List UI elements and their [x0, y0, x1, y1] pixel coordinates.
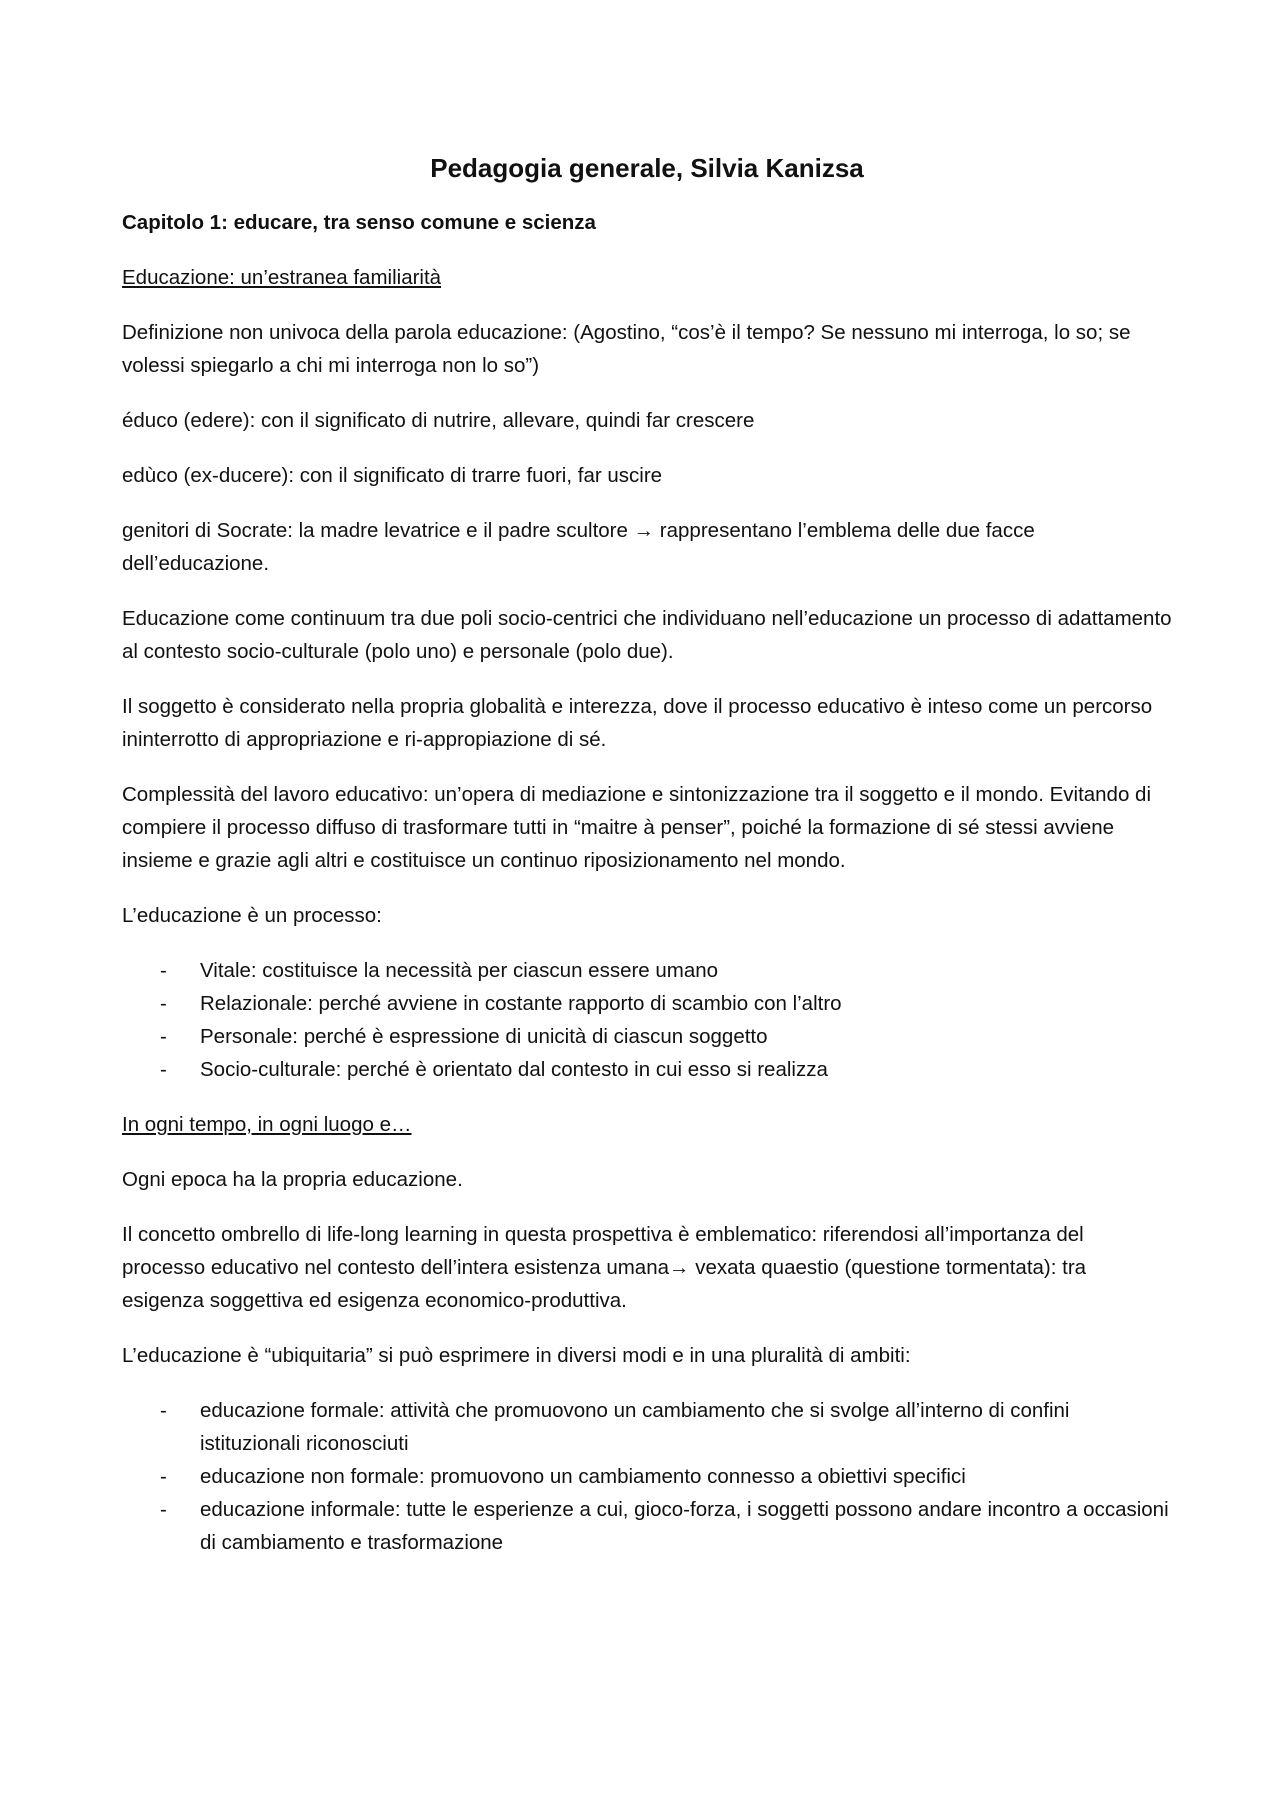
list-item — [122, 1020, 1172, 1053]
list-processo — [122, 954, 1172, 1086]
list-item-text: educazione formale: attività che promuovono un cambiamento che si svolge all’interno di confini istituzionali riconosciuti — [200, 1399, 1070, 1455]
list-item-text: Vitale: costituisce la necessità per ciascun essere umano — [200, 959, 719, 982]
list-item — [122, 1460, 1172, 1493]
paragraph-definizione: Definizione non univoca della parola educazione: (Agostino, “cos’è il tempo? Se nessuno mi interroga, lo so; se volessi spiegarlo a chi mi interroga non lo so”) — [122, 321, 1131, 377]
list-item-text: Socio-culturale: perché è orientato dal contesto in cui esso si realizza — [200, 1058, 828, 1081]
list-dash: - — [160, 992, 167, 1015]
paragraph-ogni-epoca: Ogni epoca ha la propria educazione. — [122, 1168, 463, 1191]
list-item-text: educazione informale: tutte le esperienze a cui, gioco-forza, i soggetti possono andare incontro a occasioni di cambiamento e trasformazione — [200, 1498, 1169, 1554]
paragraph-life-long-learning: Il concetto ombrello di life-long learning in questa prospettiva è emblematico: riferendosi all’importanza del processo educativo nel contesto dell’intera esistenza umana→ vexata quaestio (questione tormentata): tra esigenza soggettiva ed esigenza economico-produttiva. — [122, 1223, 1087, 1312]
list-dash: - — [160, 1465, 167, 1488]
paragraph-educo-exducere: edùco (ex-ducere): con il significato di trarre fuori, far uscire — [122, 464, 663, 487]
section-heading-educazione: Educazione: un’estranea familiarità — [122, 266, 442, 289]
list-dash: - — [160, 1058, 167, 1081]
list-item-text: Relazionale: perché avviene in costante rapporto di scambio con l’altro — [200, 992, 842, 1015]
list-dash: - — [160, 1498, 167, 1521]
list-item — [122, 954, 1172, 987]
paragraph-socrate: genitori di Socrate: la madre levatrice e il padre scultore → rappresentano l’emblema delle due facce dell’educazione. — [122, 519, 1035, 575]
list-item — [122, 1493, 1172, 1559]
paragraph-soggetto: Il soggetto è considerato nella propria globalità e interezza, dove il processo educativo è inteso come un percorso ininterrotto di appropriazione e ri-appropiazione di sé. — [122, 695, 1153, 751]
list-item — [122, 1394, 1172, 1460]
list-dash: - — [160, 959, 167, 982]
chapter-heading: Capitolo 1: educare, tra senso comune e scienza — [122, 211, 596, 234]
list-item-text: educazione non formale: promuovono un cambiamento connesso a obiettivi specifici — [200, 1465, 966, 1488]
section-heading-ogni-tempo: In ogni tempo, in ogni luogo e… — [122, 1113, 412, 1136]
document-page — [122, 150, 1172, 1581]
paragraph-continuum: Educazione come continuum tra due poli socio-centrici che individuano nell’educazione un processo di adattamento al contesto socio-culturale (polo uno) e personale (polo due). — [122, 607, 1172, 663]
list-item — [122, 1053, 1172, 1086]
list-ambiti — [122, 1394, 1172, 1559]
list-dash: - — [160, 1025, 167, 1048]
list-item — [122, 987, 1172, 1020]
paragraph-complessita: Complessità del lavoro educativo: un’opera di mediazione e sintonizzazione tra il soggetto e il mondo. Evitando di compiere il processo diffuso di trasformare tutti in “maitre à penser”, poiché la formazione di sé stessi avviene insieme e grazie agli altri e costituisce un continuo riposizionamento nel mondo. — [122, 783, 1152, 872]
paragraph-educo-edere: éduco (edere): con il significato di nutrire, allevare, quindi far crescere — [122, 409, 755, 432]
paragraph-processo: L’educazione è un processo: — [122, 904, 382, 927]
list-item-text: Personale: perché è espressione di unicità di ciascun soggetto — [200, 1025, 768, 1048]
document-title: Pedagogia generale, Silvia Kanizsa — [430, 153, 864, 183]
list-dash: - — [160, 1399, 167, 1422]
paragraph-ubiquitaria: L’educazione è “ubiquitaria” si può esprimere in diversi modi e in una pluralità di ambiti: — [122, 1344, 911, 1367]
